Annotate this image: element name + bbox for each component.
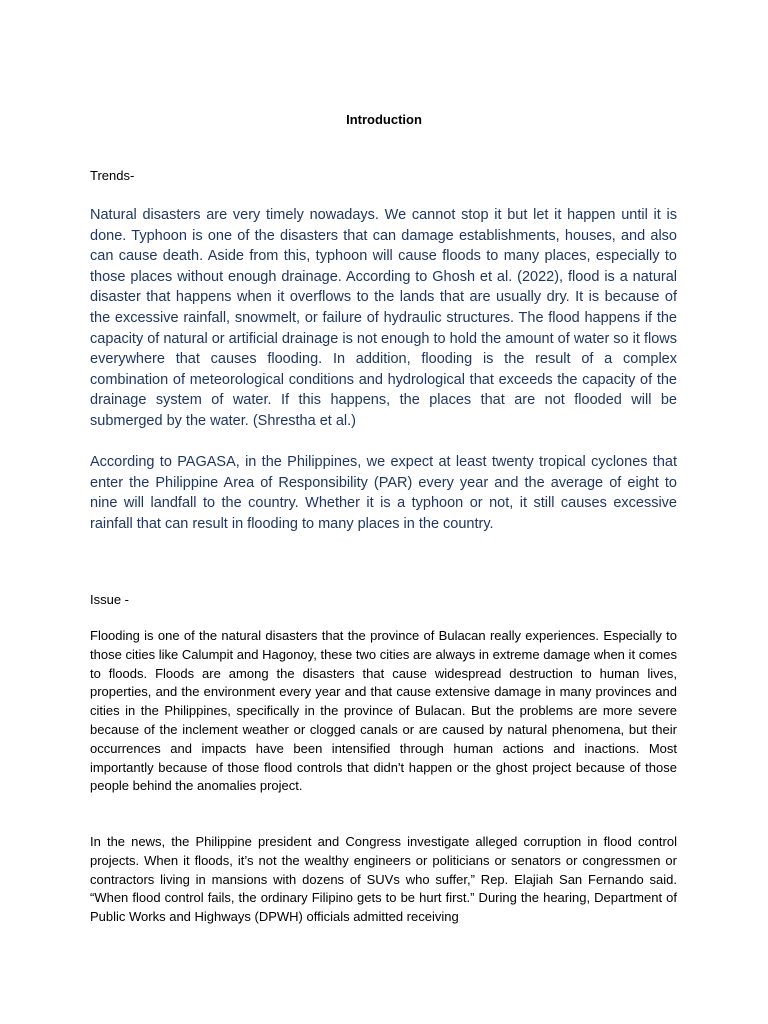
issue-paragraph-2: In the news, the Philippine president and Congress investigate alleged corruption in flood control projects. When it floods, it’s not the wealthy engineers or politicians or senators or congressmen or contractors living in mansions with dozens of SUVs who suffer,” Rep. Elajiah San Fernando said. “When flood control fails, the ordinary Filipino gets to be hurt first.” During the hearing, Department of Public Works and Highways (DPWH) officials admitted receiving <box>90 834 677 925</box>
issue-paragraph-1: Flooding is one of the natural disasters that the province of Bulacan really experiences. Especially to those cities like Calumpit and Hagonoy, these two cities are always in extreme damage when it comes to floods. Floods are among the disasters that cause widespread destruction to human lives, properties, and the environment every year and that cause extensive damage in many provinces and cities in the Philippines, specifically in the province of Bulacan. But the problems are more severe because of the inclement weather or clogged canals or are caused by natural phenomena, but their occurrences and impacts have been intensified through human actions and inactions. Most importantly because of those flood controls that didn't happen or the ghost project because of those people behind the anomalies project. <box>90 628 677 794</box>
page-title: Introduction <box>346 112 422 127</box>
trends-paragraph-1: Natural disasters are very timely nowadays. We cannot stop it but let it happen until it is done. Typhoon is one of the disasters that can damage establishments, houses, and also can cause death. Aside from this, typhoon will cause floods to many places, especially to those places without enough drainage. According to Ghosh et al. (2022), flood is a natural disaster that happens when it overflows to the lands that are usually dry. It is because of the excessive rainfall, snowmelt, or failure of hydraulic structures. The flood happens if the capacity of natural or artificial drainage is not enough to hold the amount of water so it flows everywhere that causes flooding. In addition, flooding is the result of a complex combination of meteorological conditions and hydrological that exceeds the capacity of the drainage system of water. If this happens, the places that are not flooded will be submerged by the water. (Shrestha et al.) <box>90 207 677 429</box>
section-label-trends: Trends- <box>90 168 135 183</box>
section-label-issue: Issue - <box>90 592 130 607</box>
trends-paragraph-2: According to PAGASA, in the Philippines, we expect at least twenty tropical cyclones that enter the Philippine Area of Responsibility (PAR) every year and the average of eight to nine will landfall to the country. Whether it is a typhoon or not, it still causes excessive rainfall that can result in flooding to many places in the country. <box>90 454 677 532</box>
